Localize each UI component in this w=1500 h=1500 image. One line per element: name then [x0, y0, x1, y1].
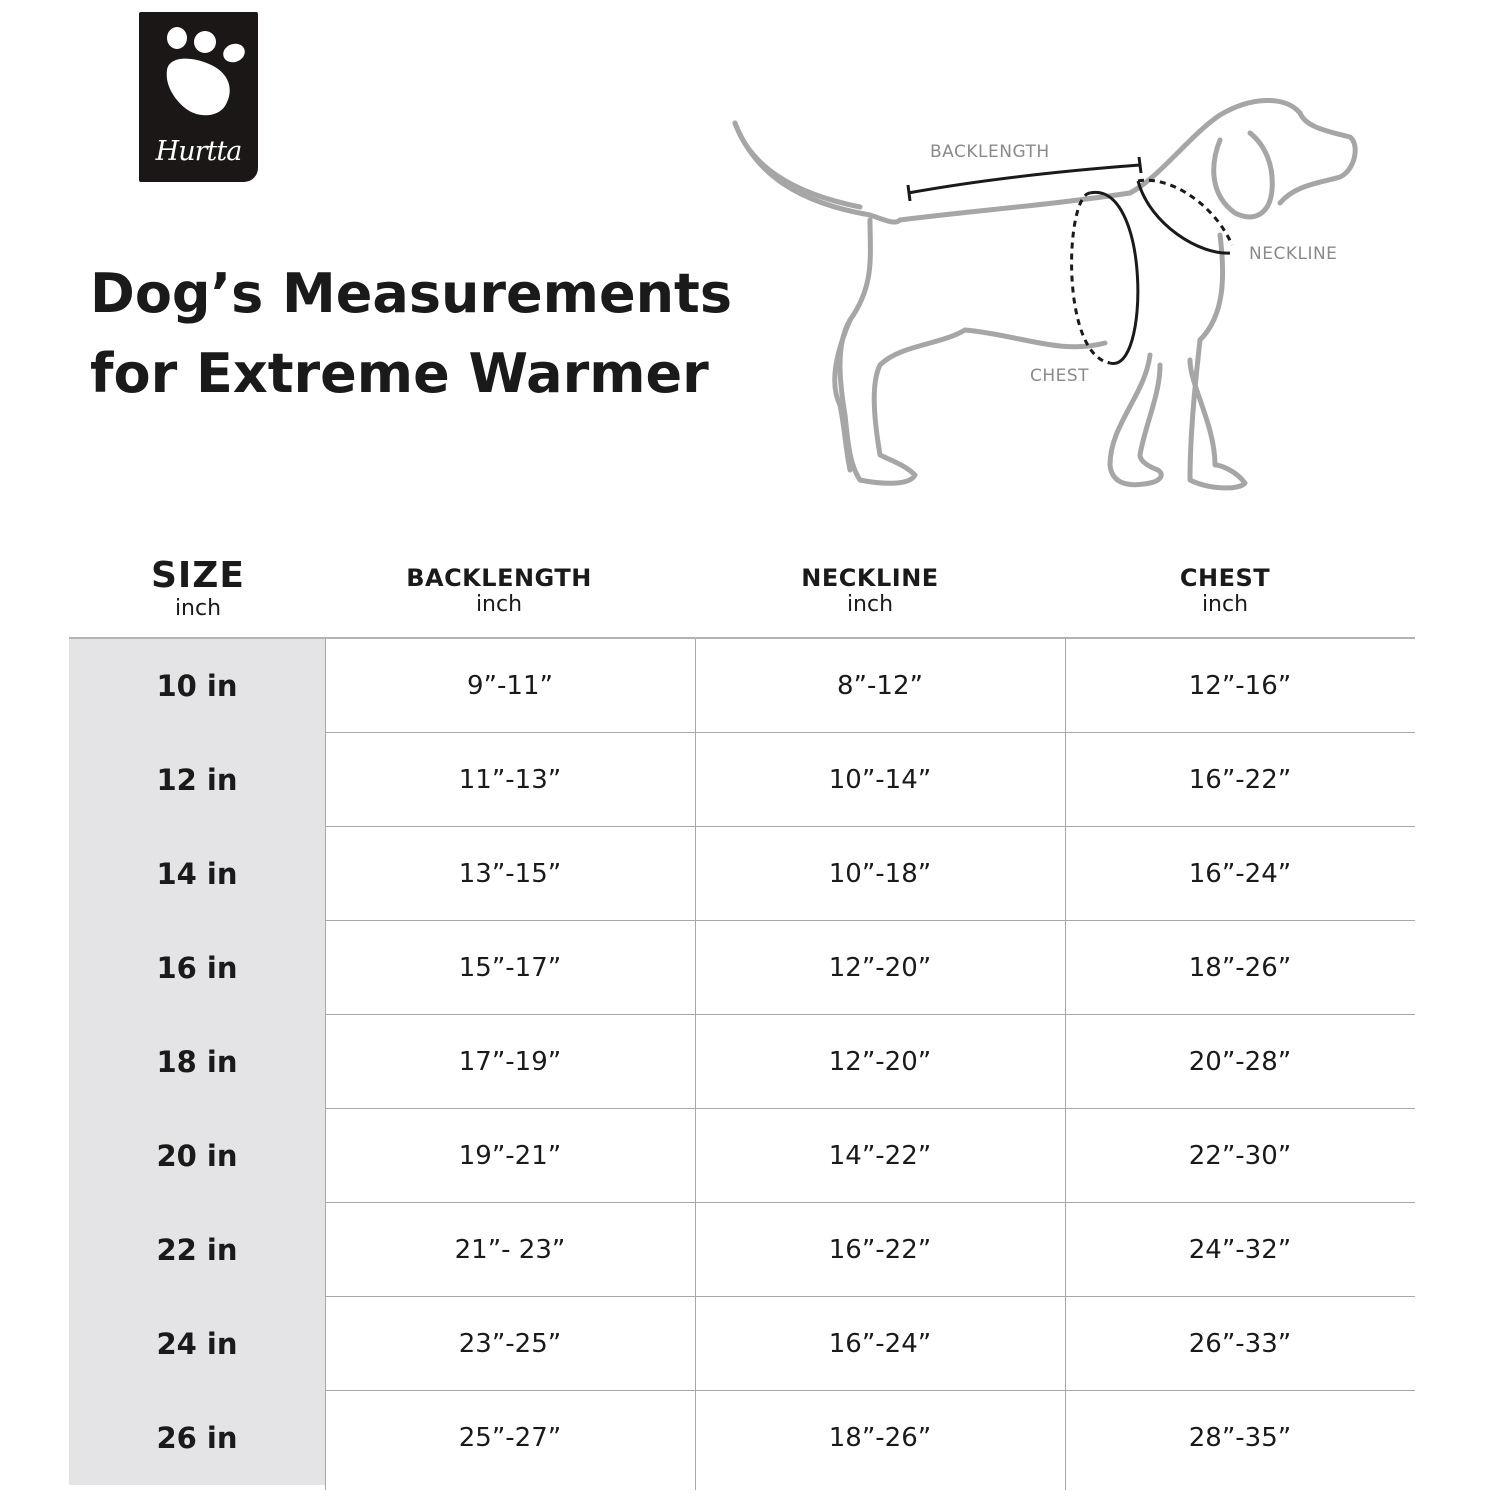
chest-label: CHEST [1030, 366, 1090, 386]
paw-icon [139, 12, 258, 142]
neckline-cell: 14”-22” [828, 1141, 932, 1171]
neckline-label: NECKLINE [1249, 244, 1338, 264]
neckline-cell: 12”-20” [828, 953, 932, 983]
table-row [69, 733, 1415, 827]
column-divider [325, 639, 326, 1490]
size-cell: 16 in [69, 921, 325, 1015]
dog-measurement-diagram [720, 85, 1380, 505]
size-cell: 22 in [69, 1203, 325, 1297]
neckline-cell: 16”-24” [828, 1329, 932, 1359]
backlength-cell: 15”-17” [458, 953, 562, 983]
table-row [69, 921, 1415, 1015]
chest-indicator [1072, 192, 1138, 363]
table-row [69, 1297, 1415, 1391]
header-size [98, 556, 298, 622]
chest-cell: 16”-22” [1188, 765, 1292, 795]
column-divider [1065, 639, 1066, 1490]
brand-name: Hurtta [155, 136, 242, 167]
size-cell: 10 in [69, 639, 325, 733]
header-chest-unit: inch [1201, 592, 1249, 617]
neckline-cell: 10”-18” [828, 859, 932, 889]
size-cell: 14 in [69, 827, 325, 921]
size-cell: 26 in [69, 1391, 325, 1485]
backlength-cell: 19”-21” [458, 1141, 562, 1171]
header-size-unit: inch [174, 596, 222, 621]
size-cell: 12 in [69, 733, 325, 827]
backlength-cell: 17”-19” [458, 1047, 562, 1077]
chest-cell: 12”-16” [1188, 671, 1292, 701]
header-chest [1105, 564, 1345, 618]
title-line-2: for Extreme Warmer [90, 342, 709, 405]
backlength-cell: 11”-13” [458, 765, 562, 795]
header-neckline-label: NECKLINE [801, 564, 939, 592]
backlength-cell: 9”-11” [467, 671, 553, 701]
header-backlength-unit: inch [475, 592, 523, 617]
neckline-cell: 10”-14” [828, 765, 932, 795]
size-cell: 20 in [69, 1109, 325, 1203]
table-row [69, 1109, 1415, 1203]
table-row [69, 1015, 1415, 1109]
page-title [90, 254, 732, 414]
table-row [69, 639, 1415, 733]
backlength-cell: 13”-15” [458, 859, 562, 889]
header-chest-label: CHEST [1179, 564, 1271, 592]
header-backlength-label: BACKLENGTH [406, 564, 592, 592]
neckline-cell: 8”-12” [837, 671, 923, 701]
table-row [69, 827, 1415, 921]
backlength-label: BACKLENGTH [930, 142, 1050, 162]
chest-cell: 26”-33” [1188, 1329, 1292, 1359]
chest-cell: 22”-30” [1188, 1141, 1292, 1171]
neckline-cell: 16”-22” [828, 1235, 932, 1265]
column-divider [695, 639, 696, 1490]
header-backlength [369, 564, 629, 618]
table-row [69, 1203, 1415, 1297]
backlength-cell: 21”- 23” [454, 1235, 566, 1265]
chest-cell: 28”-35” [1188, 1423, 1292, 1453]
chest-cell: 18”-26” [1188, 953, 1292, 983]
brand-logo [139, 12, 258, 182]
header-neckline [750, 564, 990, 618]
chest-cell: 16”-24” [1188, 859, 1292, 889]
backlength-cell: 23”-25” [458, 1329, 562, 1359]
chest-cell: 20”-28” [1188, 1047, 1292, 1077]
size-cell: 24 in [69, 1297, 325, 1391]
backlength-cell: 25”-27” [458, 1423, 562, 1453]
title-line-1: Dog’s Measurements [90, 262, 732, 325]
header-size-label: SIZE [150, 555, 246, 596]
chest-cell: 24”-32” [1188, 1235, 1292, 1265]
neckline-cell: 12”-20” [828, 1047, 932, 1077]
size-cell: 18 in [69, 1015, 325, 1109]
neckline-cell: 18”-26” [828, 1423, 932, 1453]
table-row [69, 1391, 1415, 1485]
header-neckline-unit: inch [846, 592, 894, 617]
